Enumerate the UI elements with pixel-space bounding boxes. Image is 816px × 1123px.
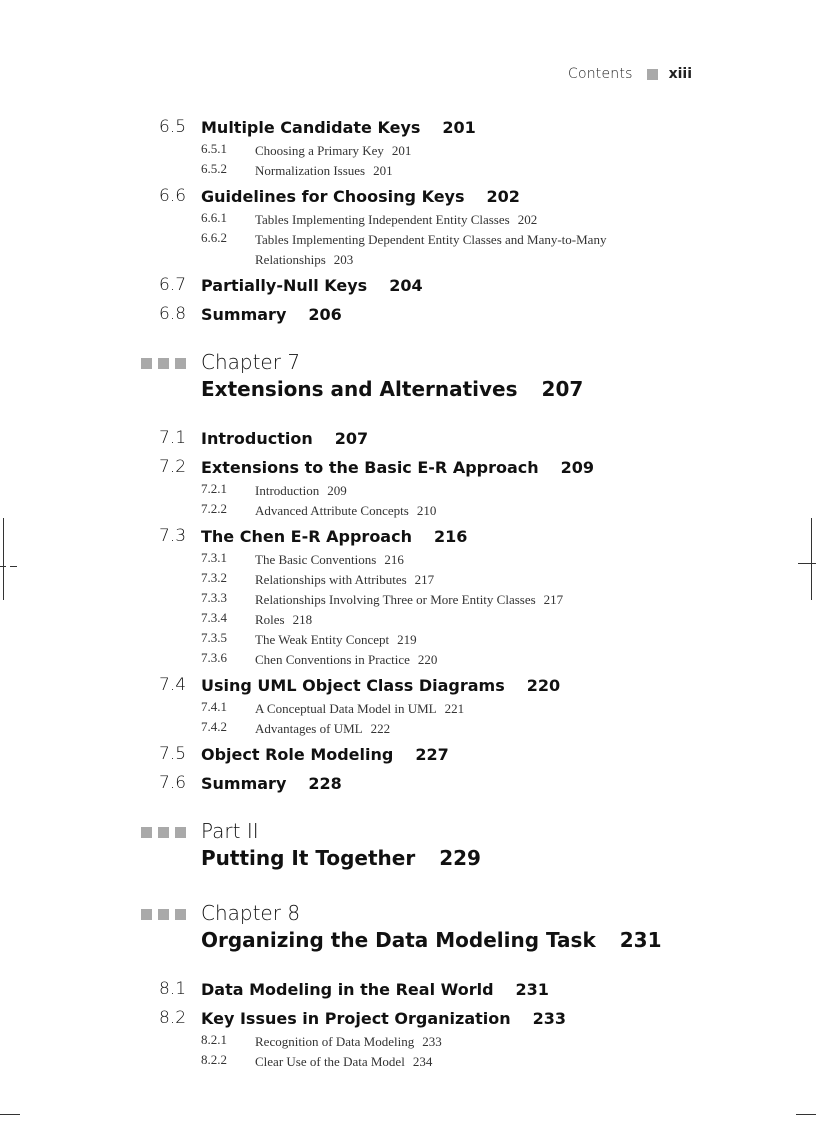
subsection-title-text: Tables Implementing Independent Entity Classes: [255, 212, 510, 227]
toc-section: [0, 186, 816, 208]
crop-mark-bottom-left: [0, 1114, 20, 1115]
chapter-label: Part II: [201, 819, 259, 843]
subsection-title-text: The Weak Entity Concept: [255, 632, 390, 647]
running-head-label: Contents: [567, 66, 633, 82]
toc-section: [0, 117, 816, 139]
section-number: 6.6: [159, 186, 187, 206]
toc-section: [0, 979, 816, 1001]
chapter-page-number: 229: [439, 846, 481, 870]
toc-subsection: [0, 548, 816, 568]
subsection-number: 7.3.5: [201, 630, 227, 645]
section-page-number: 216: [433, 527, 468, 546]
toc-section: [0, 526, 816, 548]
subsection-title-text: Advantages of UML: [255, 721, 363, 736]
section-title: [201, 458, 594, 477]
subsection-title-text: Relationships with Attributes: [255, 572, 407, 587]
square-bullets: [141, 358, 192, 369]
chapter-label: Chapter 8: [201, 901, 301, 925]
subsection-title: [255, 481, 675, 501]
toc-subsection: [0, 479, 816, 499]
toc-subsection: [0, 608, 816, 628]
subsection-page-number: 234: [412, 1054, 433, 1069]
subsection-page-number: 202: [517, 212, 538, 227]
subsection-page-number: 209: [327, 483, 347, 498]
section-title-text: Extensions to the Basic E-R Approach: [201, 458, 539, 477]
running-head: [568, 66, 692, 82]
section-title-text: The Chen E-R Approach: [201, 527, 412, 546]
square-bullet-icon: [158, 358, 169, 369]
section-number: 7.1: [159, 428, 187, 448]
crop-mark-left-tick: [0, 566, 6, 567]
subsection-number: 7.3.3: [201, 590, 227, 605]
subsection-number: 8.2.2: [201, 1052, 227, 1067]
toc-subsection: [0, 499, 816, 519]
subsection-title: [255, 230, 675, 270]
chapter-title: [201, 928, 662, 952]
section-page-number: 209: [560, 458, 595, 477]
chapter-page-number: 231: [619, 928, 662, 952]
subsection-title: [255, 610, 675, 630]
subsection-page-number: 221: [444, 701, 465, 716]
toc-subsection: [0, 717, 816, 737]
section-title-text: Key Issues in Project Organization: [201, 1009, 511, 1028]
running-head-page-number: xiii: [668, 66, 692, 82]
section-title-text: Summary: [201, 774, 287, 793]
subsection-number: 7.4.1: [201, 699, 227, 714]
toc-section: [0, 1008, 816, 1030]
section-title: [201, 745, 449, 764]
subsection-number: 8.2.1: [201, 1032, 227, 1047]
chapter-title: [201, 846, 481, 870]
section-page-number: 227: [415, 745, 449, 764]
subsection-page-number: 218: [292, 612, 313, 627]
subsection-page-number: 217: [414, 572, 435, 587]
subsection-page-number: 233: [422, 1034, 442, 1049]
subsection-page-number: 201: [391, 143, 412, 158]
toc-subsection: [0, 588, 816, 608]
toc-section: [0, 744, 816, 766]
section-number: 6.8: [159, 304, 187, 324]
square-bullets: [141, 827, 192, 838]
toc-section: [0, 304, 816, 326]
subsection-title-text: Choosing a Primary Key: [255, 143, 384, 158]
subsection-page-number: 201: [373, 163, 393, 178]
subsection-title: [255, 719, 675, 739]
section-title: [201, 676, 560, 695]
section-title: [201, 305, 342, 324]
subsection-number: 7.2.2: [201, 501, 227, 516]
chapter-title-text: Extensions and Alternatives: [201, 377, 518, 401]
subsection-page-number: 216: [384, 552, 404, 567]
subsection-title-text: Chen Conventions in Practice: [255, 652, 410, 667]
square-bullet-icon: [647, 69, 658, 80]
square-bullet-icon: [158, 827, 169, 838]
toc-section: [0, 773, 816, 795]
section-title: [201, 187, 520, 206]
chapter-page-number: 207: [541, 377, 584, 401]
subsection-title-text: Clear Use of the Data Model: [255, 1054, 405, 1069]
section-number: 6.7: [159, 275, 187, 295]
toc-subsection: [0, 648, 816, 668]
section-title-text: Summary: [201, 305, 287, 324]
section-page-number: 206: [308, 305, 342, 324]
subsection-number: 7.4.2: [201, 719, 227, 734]
subsection-number: 6.5.2: [201, 161, 227, 176]
subsection-title: [255, 161, 675, 181]
square-bullets: [141, 909, 192, 920]
chapter-heading: [0, 901, 816, 959]
subsection-title: [255, 590, 675, 610]
subsection-title: [255, 650, 675, 670]
subsection-title: [255, 550, 675, 570]
toc-subsection: [0, 159, 816, 179]
toc-subsection: [0, 228, 816, 268]
subsection-number: 7.3.2: [201, 570, 227, 585]
subsection-title: [255, 141, 675, 161]
toc-subsection: [0, 1050, 816, 1070]
section-page-number: 231: [515, 980, 549, 999]
section-title: [201, 118, 476, 137]
section-title-text: Guidelines for Choosing Keys: [201, 187, 465, 206]
subsection-page-number: 203: [333, 252, 354, 267]
section-title-text: Object Role Modeling: [201, 745, 394, 764]
subsection-title-text: Introduction: [255, 483, 320, 498]
crop-mark-left-dash: [10, 566, 17, 567]
subsection-title-text: Advanced Attribute Concepts: [255, 503, 409, 518]
section-page-number: 233: [532, 1009, 567, 1028]
chapter-label: Chapter 7: [201, 350, 301, 374]
square-bullet-icon: [141, 358, 152, 369]
section-page-number: 201: [442, 118, 476, 137]
toc-section: [0, 275, 816, 297]
table-of-contents: [0, 117, 816, 1070]
subsection-title: [255, 501, 675, 521]
subsection-page-number: 219: [397, 632, 417, 647]
chapter-title-text: Putting It Together: [201, 846, 416, 870]
chapter-heading: [0, 350, 816, 408]
crop-mark-left: [3, 518, 4, 600]
subsection-number: 7.2.1: [201, 481, 227, 496]
section-number: 7.5: [159, 744, 187, 764]
subsection-number: 6.6.2: [201, 230, 227, 245]
section-title-text: Introduction: [201, 429, 313, 448]
section-title: [201, 429, 368, 448]
toc-subsection: [0, 139, 816, 159]
subsection-title-text: Roles: [255, 612, 285, 627]
toc-subsection: [0, 1030, 816, 1050]
toc-subsection: [0, 628, 816, 648]
subsection-page-number: 222: [370, 721, 391, 736]
crop-mark-bottom-right: [796, 1114, 816, 1115]
subsection-number: 7.3.1: [201, 550, 227, 565]
section-title: [201, 276, 423, 295]
square-bullet-icon: [141, 827, 152, 838]
section-page-number: 220: [526, 676, 561, 695]
toc-section: [0, 457, 816, 479]
subsection-title: [255, 570, 675, 590]
subsection-title-text: Normalization Issues: [255, 163, 366, 178]
subsection-number: 6.6.1: [201, 210, 227, 225]
section-page-number: 228: [308, 774, 342, 793]
section-number: 7.3: [159, 526, 187, 546]
section-number: 7.4: [159, 675, 187, 695]
square-bullet-icon: [141, 909, 152, 920]
section-page-number: 207: [334, 429, 369, 448]
chapter-title-text: Organizing the Data Modeling Task: [201, 928, 596, 952]
section-title-text: Using UML Object Class Diagrams: [201, 676, 505, 695]
section-number: 6.5: [159, 117, 187, 137]
crop-mark-right: [811, 518, 812, 600]
subsection-page-number: 217: [543, 592, 564, 607]
toc-subsection: [0, 208, 816, 228]
section-title: [201, 1009, 566, 1028]
section-title-text: Multiple Candidate Keys: [201, 118, 421, 137]
section-title-text: Data Modeling in the Real World: [201, 980, 494, 999]
chapter-heading: [0, 819, 816, 877]
subsection-title: [255, 1032, 675, 1052]
subsection-title-text: Relationships Involving Three or More Entity Classes: [255, 592, 536, 607]
subsection-title: [255, 699, 675, 719]
subsection-number: 6.5.1: [201, 141, 227, 156]
subsection-title-text: The Basic Conventions: [255, 552, 377, 567]
toc-section: [0, 428, 816, 450]
subsection-title: [255, 630, 675, 650]
square-bullet-icon: [175, 909, 186, 920]
section-title: [201, 980, 549, 999]
toc-subsection: [0, 568, 816, 588]
subsection-title-text: Recognition of Data Modeling: [255, 1034, 415, 1049]
square-bullet-icon: [175, 827, 186, 838]
section-page-number: 202: [486, 187, 520, 206]
section-title: [201, 527, 467, 546]
section-page-number: 204: [389, 276, 423, 295]
toc-section: [0, 675, 816, 697]
section-number: 8.1: [159, 979, 187, 999]
section-number: 7.6: [159, 773, 187, 793]
subsection-page-number: 220: [417, 652, 438, 667]
subsection-number: 7.3.6: [201, 650, 227, 665]
subsection-number: 7.3.4: [201, 610, 227, 625]
crop-mark-right-tick: [798, 563, 816, 564]
section-title: [201, 774, 342, 793]
chapter-title: [201, 377, 583, 401]
subsection-title: [255, 1052, 675, 1072]
square-bullet-icon: [158, 909, 169, 920]
subsection-title-text: Tables Implementing Dependent Entity Classes and Many-to-Many Relationships: [255, 232, 607, 267]
subsection-title-text: A Conceptual Data Model in UML: [255, 701, 437, 716]
square-bullet-icon: [175, 358, 186, 369]
subsection-page-number: 210: [416, 503, 437, 518]
section-number: 7.2: [159, 457, 187, 477]
section-title-text: Partially-Null Keys: [201, 276, 368, 295]
toc-subsection: [0, 697, 816, 717]
subsection-title: [255, 210, 675, 230]
section-number: 8.2: [159, 1008, 187, 1028]
